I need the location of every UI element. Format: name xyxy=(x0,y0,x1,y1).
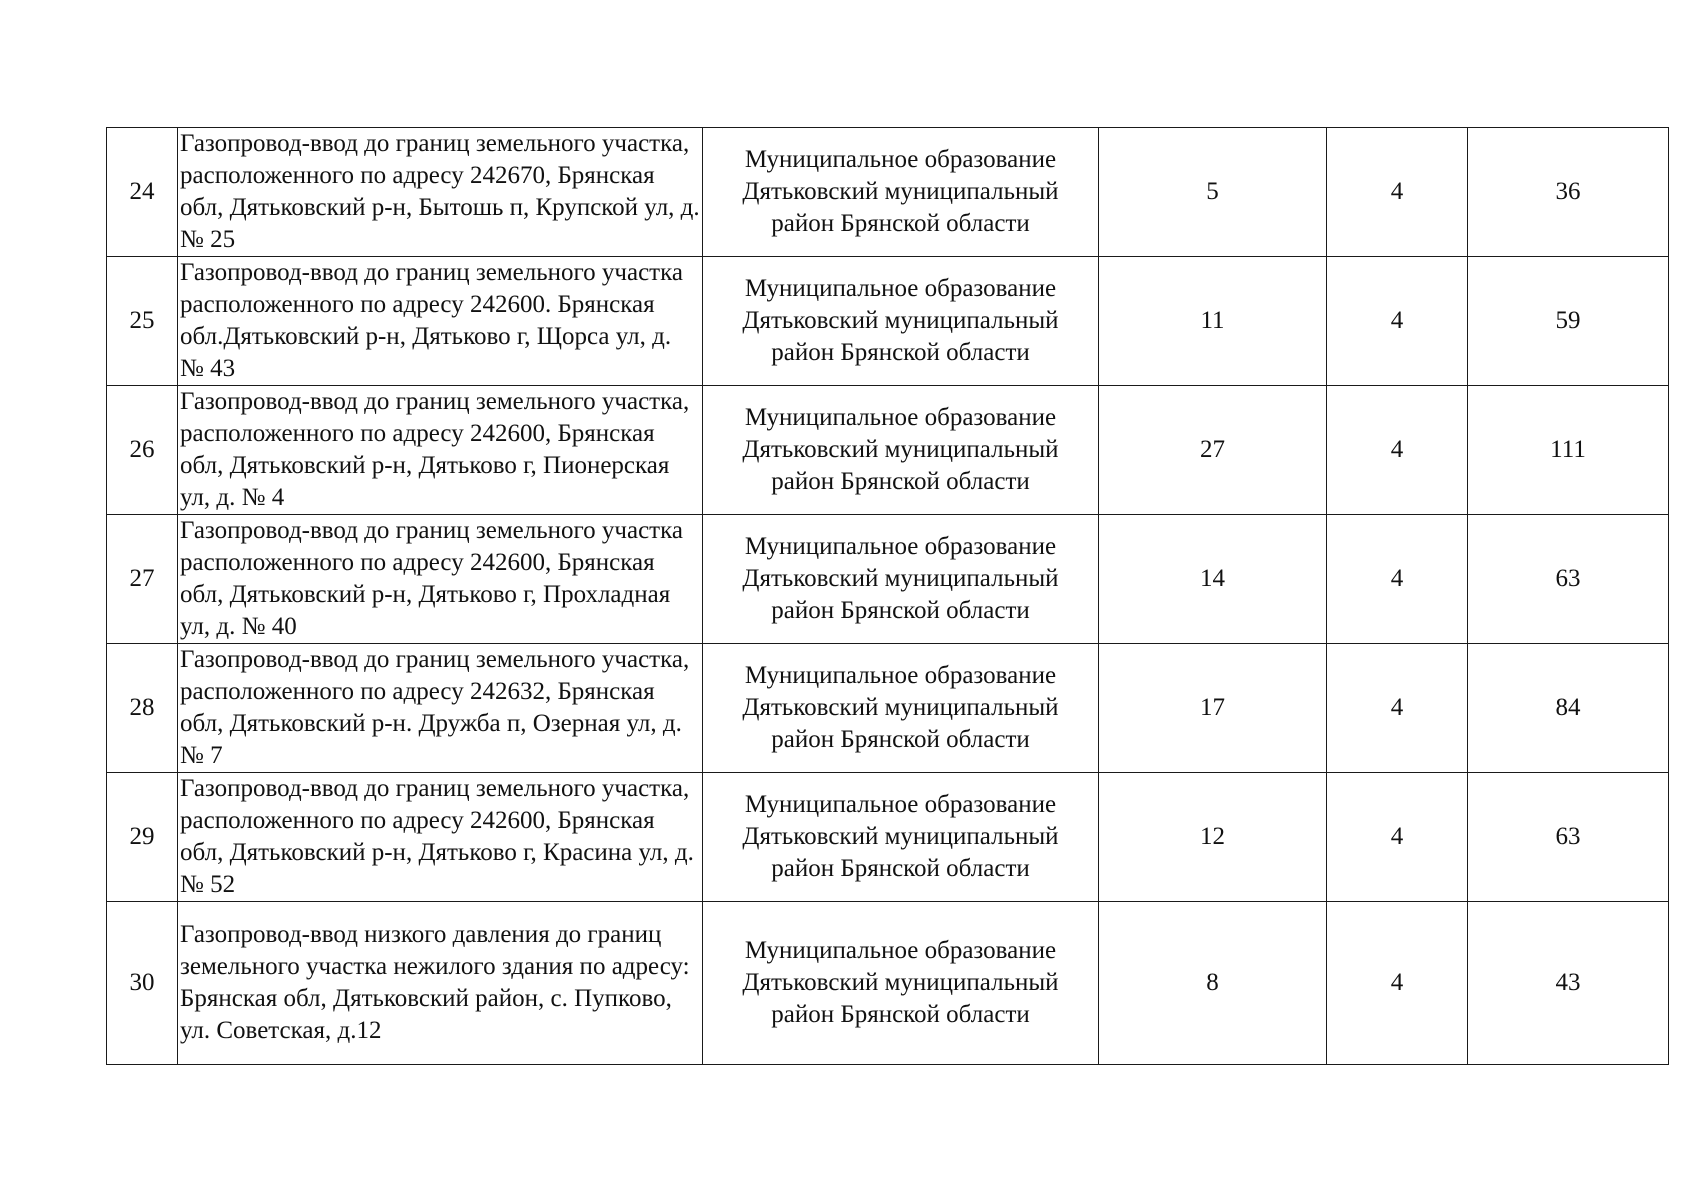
gas-pipeline-registry-table xyxy=(106,127,1669,1065)
row-number: 27 xyxy=(107,515,178,644)
value-cell-a: 8 xyxy=(1099,902,1327,1065)
value-cell-b: 4 xyxy=(1327,128,1468,257)
value-cell-a: 12 xyxy=(1099,773,1327,902)
value-cell-b: 4 xyxy=(1327,773,1468,902)
owner-cell xyxy=(703,773,1099,902)
owner-name: Муниципальное образование Дятьковский муниципальный район Брянской области xyxy=(742,404,1059,495)
object-name: Газопровод-ввод до границ земельного участка, расположенного по адресу 242600, Брянская обл, Дятьковский р-н, Дятьково г, Красина ул, д. № 52 xyxy=(178,773,703,902)
table-row xyxy=(107,386,1669,515)
value-cell-b: 4 xyxy=(1327,644,1468,773)
object-name: Газопровод-ввод до границ земельного участка расположенного по адресу 242600, Брянская обл, Дятьковский р-н, Дятьково г, Прохладная ул, д. № 40 xyxy=(178,515,703,644)
value-cell-c: 84 xyxy=(1468,644,1669,773)
table-row xyxy=(107,128,1669,257)
object-name: Газопровод-ввод до границ земельного участка, расположенного по адресу 242670, Брянская обл, Дятьковский р-н, Бытошь п, Крупской ул, д. № 25 xyxy=(178,128,703,257)
row-number: 25 xyxy=(107,257,178,386)
owner-name: Муниципальное образование Дятьковский муниципальный район Брянской области xyxy=(742,275,1059,366)
value-cell-b: 4 xyxy=(1327,386,1468,515)
value-cell-c: 59 xyxy=(1468,257,1669,386)
owner-name: Муниципальное образование Дятьковский муниципальный район Брянской области xyxy=(742,791,1059,882)
owner-name: Муниципальное образование Дятьковский муниципальный район Брянской области xyxy=(742,146,1059,237)
row-number: 29 xyxy=(107,773,178,902)
owner-name: Муниципальное образование Дятьковский муниципальный район Брянской области xyxy=(742,533,1059,624)
value-cell-a: 14 xyxy=(1099,515,1327,644)
value-cell-b: 4 xyxy=(1327,515,1468,644)
object-name: Газопровод-ввод низкого давления до границ земельного участка нежилого здания по адресу: Брянская обл, Дятьковский район, с. Пупково, ул. Советская, д.12 xyxy=(178,902,703,1065)
value-cell-c: 36 xyxy=(1468,128,1669,257)
owner-cell xyxy=(703,257,1099,386)
value-cell-a: 27 xyxy=(1099,386,1327,515)
owner-name: Муниципальное образование Дятьковский муниципальный район Брянской области xyxy=(742,937,1059,1028)
table-row xyxy=(107,515,1669,644)
value-cell-b: 4 xyxy=(1327,902,1468,1065)
object-name: Газопровод-ввод до границ земельного участка расположенного по адресу 242600. Брянская обл.Дятьковский р-н, Дятьково г, Щорса ул, д. № 43 xyxy=(178,257,703,386)
row-number: 30 xyxy=(107,902,178,1065)
value-cell-c: 63 xyxy=(1468,515,1669,644)
value-cell-a: 11 xyxy=(1099,257,1327,386)
row-number: 26 xyxy=(107,386,178,515)
table-row xyxy=(107,257,1669,386)
value-cell-c: 111 xyxy=(1468,386,1669,515)
value-cell-b: 4 xyxy=(1327,257,1468,386)
table-row xyxy=(107,644,1669,773)
object-name: Газопровод-ввод до границ земельного участка, расположенного по адресу 242600, Брянская обл, Дятьковский р-н, Дятьково г, Пионерская ул, д. № 4 xyxy=(178,386,703,515)
table-row xyxy=(107,902,1669,1065)
value-cell-a: 17 xyxy=(1099,644,1327,773)
owner-cell xyxy=(703,515,1099,644)
owner-name: Муниципальное образование Дятьковский муниципальный район Брянской области xyxy=(742,662,1059,753)
row-number: 24 xyxy=(107,128,178,257)
owner-cell xyxy=(703,902,1099,1065)
value-cell-c: 63 xyxy=(1468,773,1669,902)
value-cell-a: 5 xyxy=(1099,128,1327,257)
owner-cell xyxy=(703,644,1099,773)
owner-cell xyxy=(703,128,1099,257)
table-row xyxy=(107,773,1669,902)
value-cell-c: 43 xyxy=(1468,902,1669,1065)
row-number: 28 xyxy=(107,644,178,773)
owner-cell xyxy=(703,386,1099,515)
object-name: Газопровод-ввод до границ земельного участка, расположенного по адресу 242632, Брянская обл, Дятьковский р-н. Дружба п, Озерная ул, д. № 7 xyxy=(178,644,703,773)
